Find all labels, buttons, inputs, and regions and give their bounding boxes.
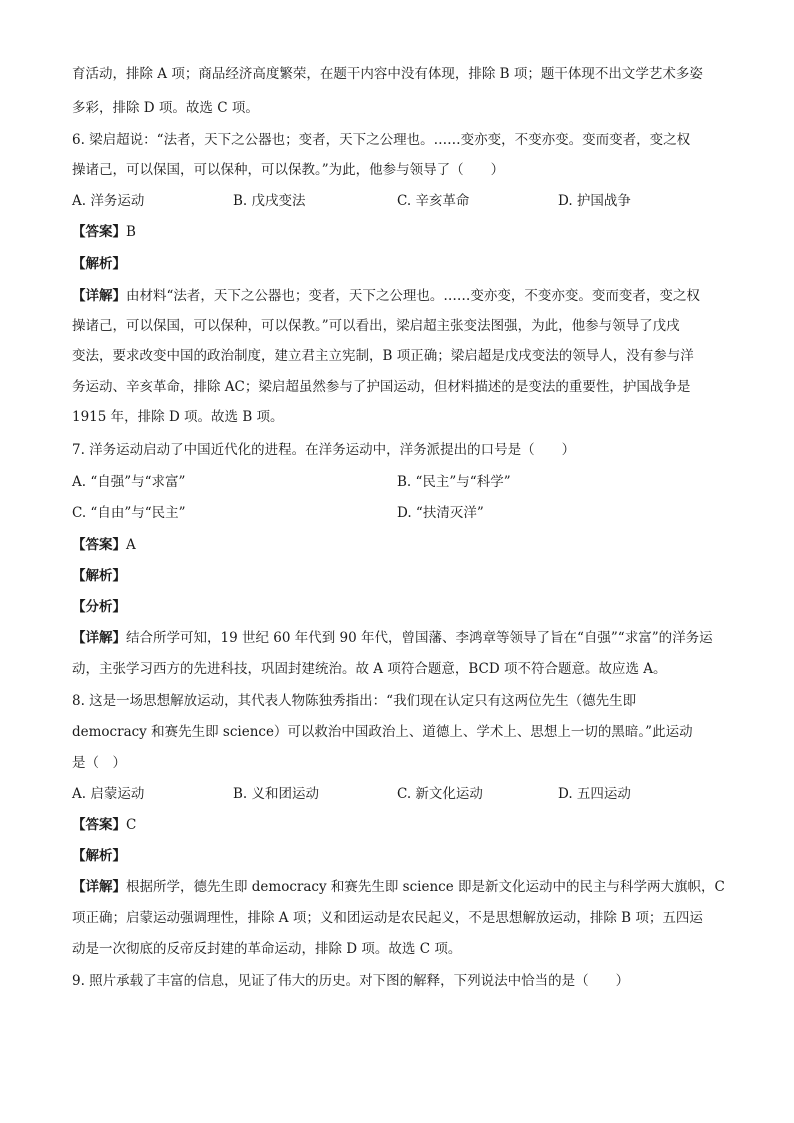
q8-analysis-tag: 【解析】 (72, 848, 126, 864)
q6-answer (72, 222, 136, 242)
detail-tag: 【详解】 (72, 630, 126, 646)
q6-detail-line: 务运动、辛亥革命，排除 AC；梁启超虽然参与了护国运动，但材料描述的是变法的重要性，护国战争是 (72, 379, 691, 395)
q7-option-a: A. “自强”与“求富” (72, 474, 186, 490)
question-6-stem: 操诸己，可以保国，可以保种，可以保教。”为此，他参与领导了（ ） (72, 162, 505, 178)
q8-option-c: C. 新文化运动 (397, 786, 483, 802)
q7-analysis-tag: 【解析】 (72, 568, 126, 584)
q7-option-b: B. “民主”与“科学” (397, 474, 511, 490)
detail-tag: 【详解】 (72, 288, 126, 304)
q6-option-a: A. 洋务运动 (72, 193, 145, 209)
answer-value: A (126, 537, 136, 553)
q6-analysis-tag: 【解析】 (72, 256, 126, 272)
answer-tag: 【答案】 (72, 224, 126, 240)
q6-detail-line: 操诸己，可以保国，可以保种，可以保教。”可以看出，梁启超主张变法图强，为此，他参与领导了戊戌 (72, 318, 680, 334)
answer-tag: 【答案】 (72, 817, 126, 833)
q8-option-d: D. 五四运动 (558, 786, 631, 802)
q8-detail-line: 【详解】根据所学，德先生即 democracy 和赛先生即 science 即是新文化运动中的民主与科学两大旗帜，C (72, 879, 725, 895)
question-7-stem: 7. 洋务运动启动了中国近代化的进程。在洋务运动中，洋务派提出的口号是（ ） (72, 442, 576, 458)
q7-answer (72, 535, 136, 555)
q8-detail-line: 动是一次彻底的反帝反封建的革命运动，排除 D 项。故选 C 项。 (72, 941, 462, 957)
q8-answer (72, 815, 136, 835)
q6-option-d: D. 护国战争 (558, 193, 631, 209)
q6-detail-line: 变法，要求改变中国的政治制度，建立君主立宪制，B 项正确；梁启超是戊戌变法的领导人，没有参与洋 (72, 348, 694, 364)
question-6-stem: 6. 梁启超说：“法者，天下之公器也；变者，天下之公理也。……变亦变，不变亦变。变而变者，变之权 (72, 132, 691, 148)
q6-option-c: C. 辛亥革命 (397, 193, 470, 209)
q7-detail-line: 【详解】结合所学可知，19 世纪 60 年代到 90 年代，曾国藩、李鸿章等领导了旨在“自强”“求富”的洋务运 (72, 630, 713, 646)
q7-option-d: D. “扶清灭洋” (397, 505, 484, 521)
q7-detail-line: 动，主张学习西方的先进科技，巩固封建统治。故 A 项符合题意，BCD 项不符合题意。故应选 A。 (72, 661, 667, 677)
answer-value: C (126, 817, 137, 833)
q8-detail-line: 项正确；启蒙运动强调理性，排除 A 项；义和团运动是农民起义，不是思想解放运动，排除 B 项；五四运 (72, 910, 703, 926)
question-8-stem: 是（ ） (72, 755, 126, 771)
answer-tag: 【答案】 (72, 537, 126, 553)
paragraph-line: 育活动，排除 A 项；商品经济高度繁荣，在题干内容中没有体现，排除 B 项；题干体现不出文学艺术多姿 (72, 66, 703, 82)
q7-fenxi-tag: 【分析】 (72, 599, 126, 615)
question-8-stem: 8. 这是一场思想解放运动，其代表人物陈独秀指出：“我们现在认定只有这两位先生（德先生即 (72, 693, 637, 709)
answer-value: B (126, 224, 136, 240)
q6-detail-line: 1915 年，排除 D 项。故选 B 项。 (72, 409, 284, 425)
detail-tag: 【详解】 (72, 879, 126, 895)
question-9-stem: 9. 照片承载了丰富的信息，见证了伟大的历史。对下图的解释，下列说法中恰当的是（ ） (72, 973, 630, 989)
question-8-stem: democracy 和赛先生即 science）可以救治中国政治上、道德上、学术上、思想上一切的黑暗。”此运动 (72, 724, 693, 740)
paragraph-line: 多彩，排除 D 项。故选 C 项。 (72, 100, 259, 116)
q8-option-a: A. 启蒙运动 (72, 786, 145, 802)
q6-detail-line: 【详解】由材料“法者，天下之公器也；变者，天下之公理也。……变亦变，不变亦变。变而变者，变之权 (72, 288, 700, 304)
q7-option-c: C. “自由”与“民主” (72, 505, 186, 521)
q6-option-b: B. 戊戌变法 (233, 193, 306, 209)
q8-option-b: B. 义和团运动 (233, 786, 320, 802)
